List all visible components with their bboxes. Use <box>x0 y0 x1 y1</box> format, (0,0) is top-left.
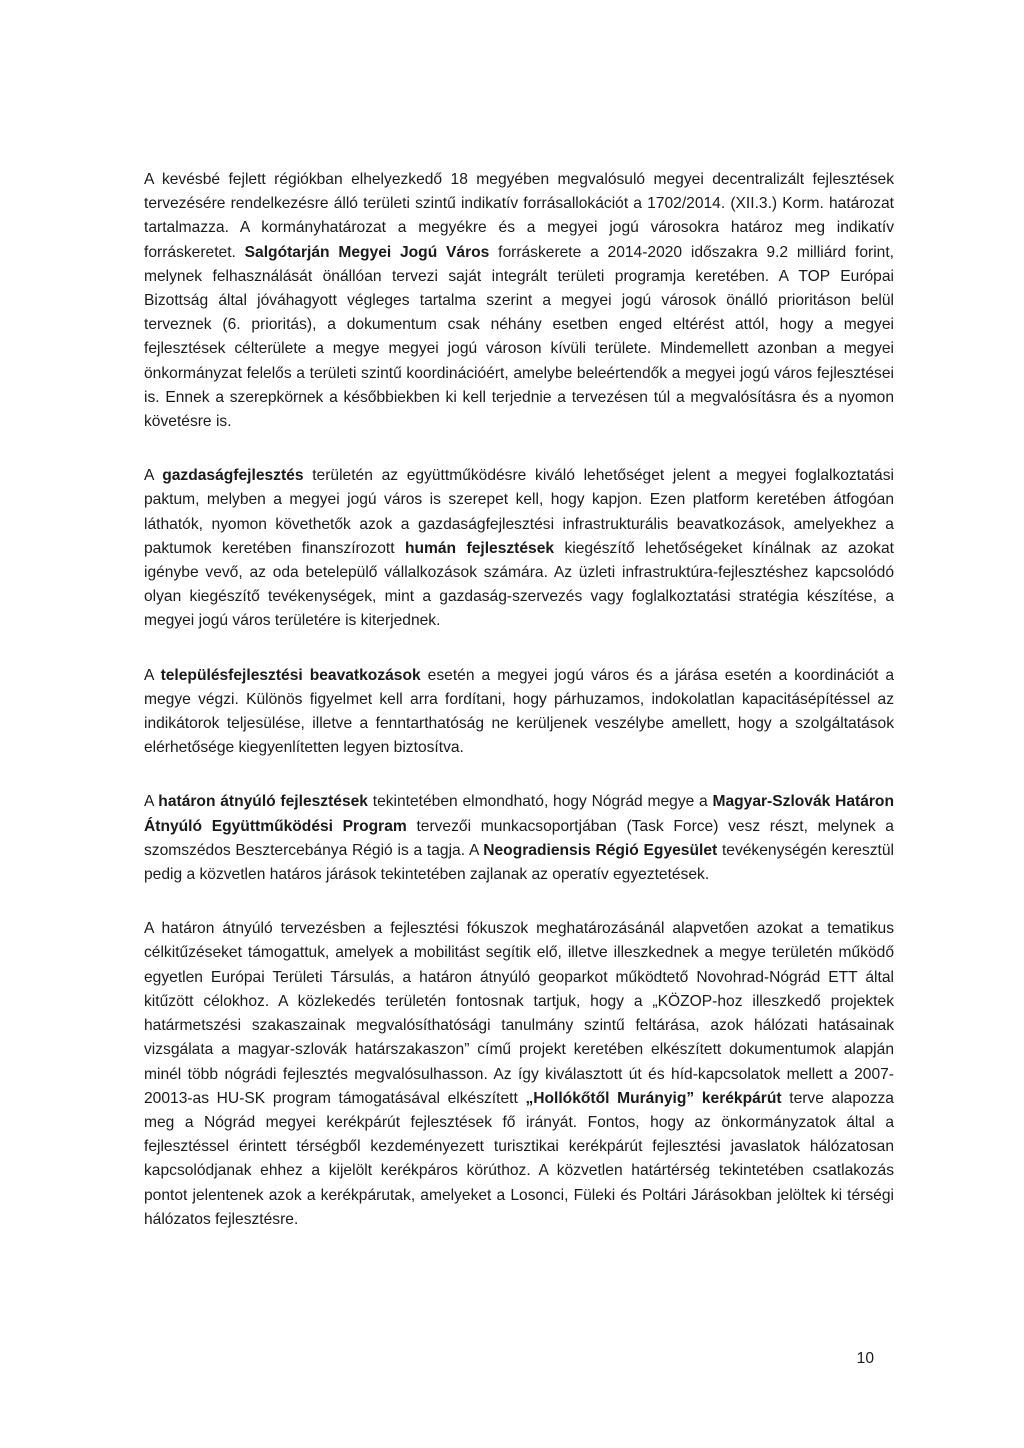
text-span: tervezői munkacsoportjában (Task Force) vesz részt, melynek a szomszédos Besztercebánya Régió is a tagja. A <box>144 817 894 859</box>
bold-text-span: Neogradiensis Régió Egyesület <box>483 841 718 859</box>
page-number: 10 <box>856 1350 874 1367</box>
text-span: A <box>144 467 163 485</box>
text-span: tevékenységén keresztül pedig a közvetlen határos járások tekintetében zajlanak az operatív egyeztetések. <box>144 841 895 884</box>
text-span: A kevésbé fejlett régiókban elhelyezkedő 18 megyében megvalósuló megyei decentralizált fejlesztések tervezésére rendelkezésre álló területi szintű indikatív forrásallokációt a 1702/2014. (XII.3.) Korm. határozat tartalmazza. A kormányhatározat a megyékre és a megyei jogú városokra határoz meg indikatív forráskeretet. <box>144 171 894 261</box>
text-span: A határon átnyúló tervezésben a fejlesztési fókuszok meghatározásánál alapvetően azokat a tematikus célkitűzéseket támogattuk, amelyek a mobilitást segítik elő, illetve illeszkednek a megye területén működő egyetlen Európai Területi Társulás, a határon átnyúló geoparkot működtető Novohrad-Nógrád ETT által kitűzött célokhoz. A közlekedés területén fontosnak tartjuk, hogy a „KÖZOP-hoz illeszkedő projektek határmetszési szakaszainak megvalósíthatósági tanulmány szintű feltárása, azok hálózati hatásainak vizsgálata a magyar-szlovák határszakaszon” című projekt keretében elkészített dokumentumok alapján minél több nógrádi fejlesztés megvalósulhasson. Az így kiválasztott út és híd-kapcsolatok mellett a 2007-20013-as HU-SK program támogatásával elkészített <box>144 920 894 1107</box>
bold-text-span: „Hollókőtől Murányig” kerékpárút <box>525 1089 782 1107</box>
paragraph <box>144 917 894 1232</box>
bold-text-span: Salgótarján Megyei Jogú Város <box>244 243 490 261</box>
text-span: forráskerete a 2014-2020 időszakra 9.2 milliárd forint, melynek felhasználását önállóan tervezi saját integrált területi programja keretében. A TOP Európai Bizottság által jóváhagyott végleges tartalma szerint a megyei jogú városok önálló prioritáson belül terveznek (6. prioritás), a dokumentum csak néhány esetben enged eltérést attól, hogy a megyei fejlesztések célterülete a megye megyei jogú városon kívüli területe. Mindemellett azonban a megyei önkormányzat felelős a területi szintű koordinációért, amelybe beleértendők a megyei jogú város fejlesztései is. Ennek a szerepkörnek a későbbiekben ki kell terjednie a tervezésen túl a megvalósításra és a nyomon követésre is. <box>144 243 894 431</box>
text-span: A <box>144 793 159 811</box>
document-body <box>144 168 894 1262</box>
bold-text-span: Magyar-Szlovák Határon Átnyúló Együttműködési Program <box>144 793 894 835</box>
text-span: kiegészítő lehetőségeket kínálnak az azokat igénybe vevő, az oda betelepülő vállalkozások számára. Az üzleti infrastruktúra-fejlesztéshez kapcsolódó olyan kiegészítő tevékenységek, mint a gazdaság-szervezés vagy foglalkoztatási stratégia készítése, a megyei jogú város területére is kiterjednek. <box>144 539 894 630</box>
text-span: esetén a megyei jogú város és a járása esetén a koordinációt a megye végzi. Különös figyelmet kell arra fordítani, hogy párhuzamos, indokolatlan kapacitásépítéssel az indikátorok teljesülése, illetve a fenntarthatóság ne kerüljenek veszélybe amellett, hogy a szolgáltatások elérhetősége kiegyenlítetten legyen biztosítva. <box>144 666 895 757</box>
text-span: területén az együttműködésre kiváló lehetőséget jelent a megyei foglalkoztatási paktum, melyben a megyei jogú város is szerepet kell, hogy kapjon. Ezen platform keretében átfogóan láthatók, nyomon követhetők azok a gazdaságfejlesztési infrastrukturális beavatkozások, amelyekhez a paktumok keretében finanszírozott <box>144 467 894 557</box>
text-span: tekintetében elmondható, hogy Nógrád megye a <box>367 793 713 811</box>
text-span: A <box>144 666 161 684</box>
paragraph <box>144 464 894 633</box>
bold-text-span: gazdaságfejlesztés <box>162 467 304 485</box>
paragraph <box>144 168 894 434</box>
text-span: terve alapozza meg a Nógrád megyei kerékpárút fejlesztések fő irányát. Fontos, hogy az önkormányzatok által a fejlesztéssel érintett térségből kezdeményezett turisztikai kerékpárút fejlesztési javaslatok hálózatosan kapcsolódjanak ehhez a kijelölt kerékpáros körúthoz. A közvetlen határtérség tekintetében csatlakozás pontot jelentenek azok a kerékpárutak, amelyeket a Losonci, Füleki és Poltári Járásokban jelöltek ki térségi hálózatos fejlesztésre. <box>144 1089 894 1228</box>
bold-text-span: humán fejlesztések <box>404 539 555 557</box>
bold-text-span: településfejlesztési beavatkozások <box>160 666 421 684</box>
paragraph <box>144 664 894 761</box>
paragraph <box>144 790 894 887</box>
bold-text-span: határon átnyúló fejlesztések <box>158 793 368 811</box>
